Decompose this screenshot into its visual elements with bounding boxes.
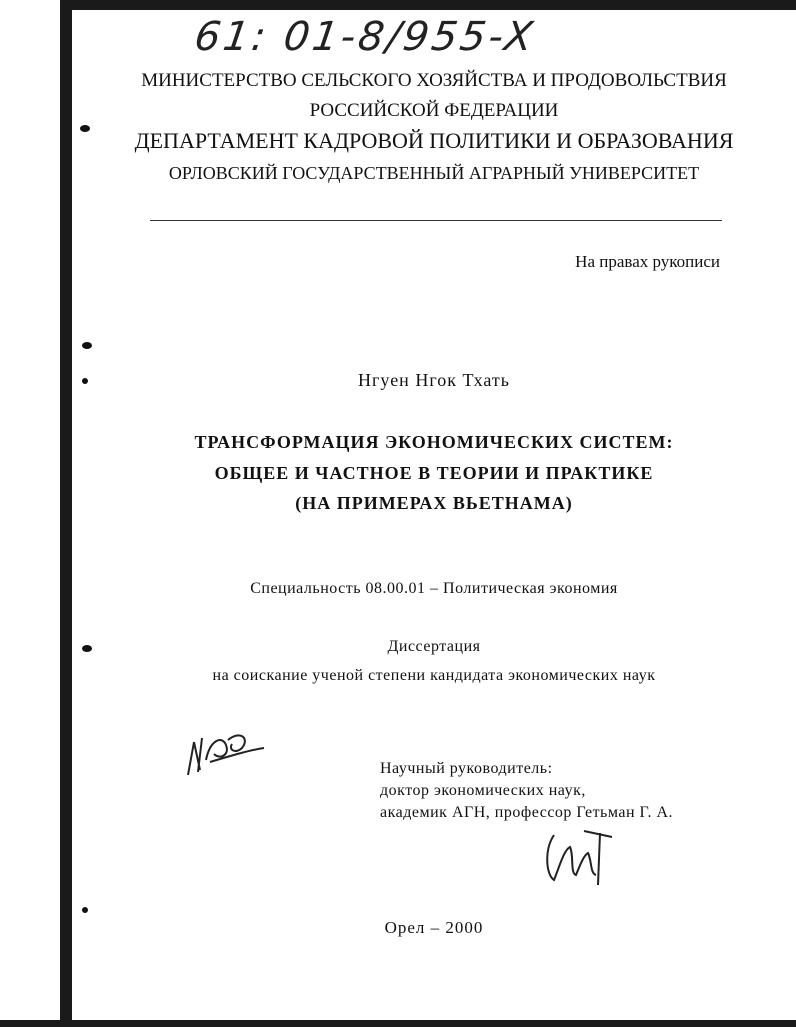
place-year: Орел – 2000 [384,918,484,937]
archive-handwritten-code: 61: 01-8/955-X [191,14,539,60]
specialty: Специальность 08.00.01 – Политическая экономия [250,580,618,597]
ministry-name: МИНИСТЕРСТВО СЕЛЬСКОГО ХОЗЯЙСТВА И ПРОДОВОЛЬСТВИЯ [141,70,727,91]
punch-mark [82,645,92,652]
stamp-signature-icon [180,720,270,780]
header-divider [150,220,722,221]
manuscript-note: На правах рукописи [575,252,720,271]
punch-mark [82,342,92,349]
dissertation-type: Диссертация [387,638,481,655]
punch-mark [80,125,90,132]
advisor-degree: доктор экономических наук, [380,782,586,799]
thesis-title-line-3: (НА ПРИМЕРАХ ВЬЕТНАМА) [295,493,573,513]
university-name: ОРЛОВСКИЙ ГОСУДАРСТВЕННЫЙ АГРАРНЫЙ УНИВЕРСИТЕТ [168,163,700,183]
punch-mark [82,907,88,913]
department-name: ДЕПАРТАМЕНТ КАДРОВОЙ ПОЛИТИКИ И ОБРАЗОВАНИЯ [134,128,734,153]
advisor-name: академик АГН, профессор Гетьман Г. А. [380,804,674,821]
dissertation-degree: на соискание ученой степени кандидата экономических наук [212,667,656,684]
punch-mark [82,378,88,384]
author-name: Нгуен Нгок Тхать [358,370,510,390]
federation-name: РОССИЙСКОЙ ФЕДЕРАЦИИ [309,100,559,121]
advisor-signature-icon [540,825,620,890]
thesis-title-line-1: ТРАНСФОРМАЦИЯ ЭКОНОМИЧЕСКИХ СИСТЕМ: [194,432,674,452]
scan-border-bottom [0,1020,796,1027]
advisor-label: Научный руководитель: [380,760,553,777]
scan-border-top [60,0,796,10]
scan-border-left [60,0,72,1020]
thesis-title-line-2: ОБЩЕЕ И ЧАСТНОЕ В ТЕОРИИ И ПРАКТИКЕ [214,463,654,483]
